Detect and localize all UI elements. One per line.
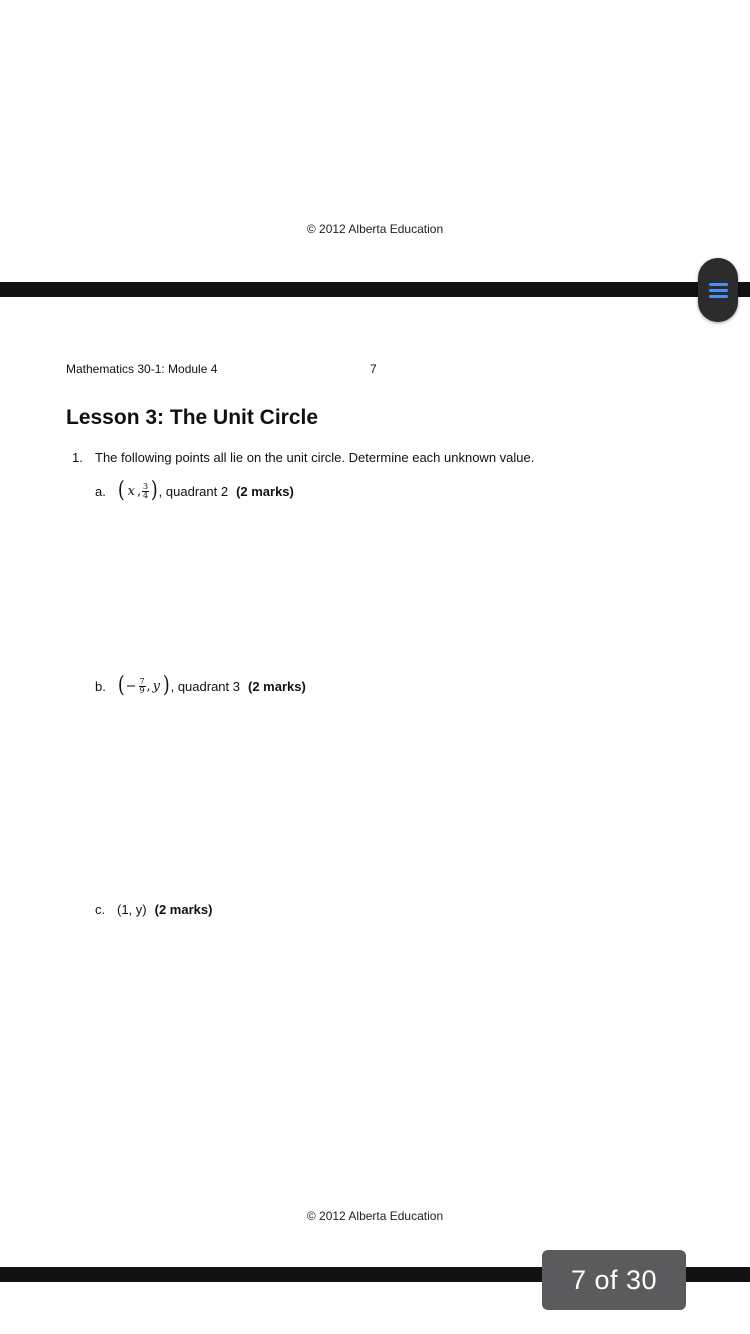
part-c	[95, 902, 212, 917]
part-label: b.	[95, 678, 106, 694]
marks-label: (2 marks)	[154, 902, 213, 917]
part-label: a.	[95, 483, 106, 499]
math-variable: y	[152, 678, 160, 694]
menu-button[interactable]	[698, 258, 738, 322]
question-number: 1.	[72, 450, 83, 465]
point-expression: ( − $\frac{7}{9}$ , y )	[117, 673, 170, 698]
page-divider	[0, 282, 750, 297]
part-label: c.	[95, 902, 106, 917]
page-footer: © 2012 Alberta Education	[306, 1209, 444, 1223]
question-text: The following points all lie on the unit circle. Determine each unknown value.	[95, 450, 535, 465]
marks-label: (2 marks)	[247, 678, 306, 694]
part-description: , quadrant 2	[158, 483, 229, 499]
fraction: $\frac{7}{9}$	[139, 676, 145, 695]
previous-page-footer: © 2012 Alberta Education	[306, 222, 444, 236]
hamburger-menu-icon	[709, 283, 728, 298]
part-a	[95, 480, 294, 502]
lesson-title: Lesson 3: The Unit Circle	[66, 406, 319, 429]
part-b	[95, 675, 306, 697]
fraction: $\frac{3}{4}$	[143, 481, 149, 500]
part-description: , quadrant 3	[170, 678, 240, 694]
question-1	[72, 450, 534, 465]
point-expression: ( x , $\frac{3}{4}$ )	[117, 478, 158, 503]
page-header-module: Mathematics 30-1: Module 4	[66, 362, 218, 376]
math-variable: x	[127, 483, 135, 499]
point-expression: (1, y)	[117, 902, 147, 917]
page-indicator: 7 of 30	[542, 1250, 686, 1310]
marks-label: (2 marks)	[236, 483, 294, 499]
page-header-number: 7	[370, 362, 377, 376]
